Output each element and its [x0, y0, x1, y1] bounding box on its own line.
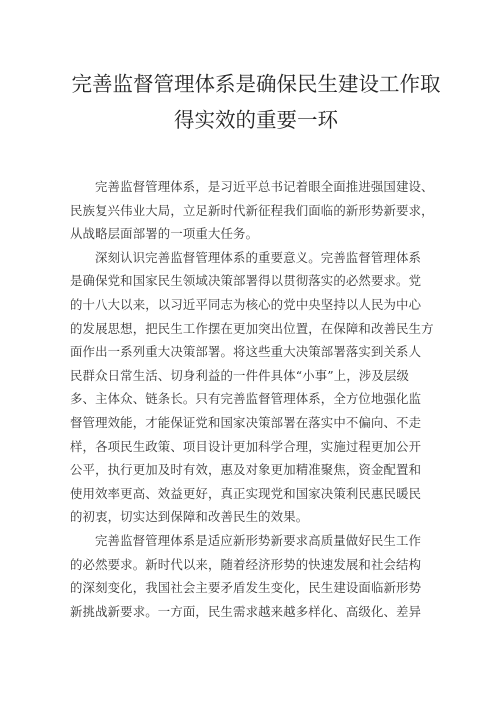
text-line: 是确保党和国家民生领域决策部署得以贯彻落实的必然要求。党 [70, 273, 422, 289]
paragraph-3 [70, 529, 442, 623]
text-line: 的必然要求。新时代以来，随着经济形势的快速发展和社会结构 [70, 556, 422, 572]
text-line: 的初衷，切实达到保障和改善民生的效果。 [70, 509, 309, 525]
text-line: 的十八大以来，以习近平同志为核心的党中央坚持以人民为中心 [70, 296, 422, 312]
text-line: 的深刻变化，我国社会主要矛盾发生变化，民生建设面临新形势 [70, 580, 422, 596]
text-line: 的发展思想，把民生工作摆在更加突出位置，在保障和改善民生方 [70, 320, 434, 336]
text-line: 使用效率更高、效益更好，真正实现党和国家决策利民惠民暖民 [70, 485, 422, 501]
text-line: 完善监督管理体系，是习近平总书记着眼全面推进强国建设、 [95, 179, 434, 194]
title-line: 得实效的重要一环 [174, 108, 338, 132]
title-line: 完善监督管理体系是确保民生建设工作取 [71, 72, 441, 96]
text-line: 样，各项民生政策、项目设计更加科学合理，实施过程更加公开 [70, 438, 422, 454]
text-line: 民族复兴伟业大局，立足新时代新征程我们面临的新形势新要求， [70, 202, 434, 218]
text-line: 民群众日常生活、切身利益的一件件具体“小事”上，涉及层级 [70, 367, 410, 383]
text-line: 多、主体众、链条长。只有完善监督管理体系，全方位地强化监 [70, 391, 422, 407]
paragraph-2 [70, 246, 442, 529]
text-line: 督管理效能，才能保证党和国家决策部署在落实中不偏向、不走 [70, 414, 422, 430]
text-line: 公平，执行更加及时有效，惠及对象更加精准聚焦，资金配置和 [70, 462, 422, 478]
document-body [70, 175, 442, 623]
text-line: 从战略层面部署的一项重大任务。 [70, 226, 259, 242]
text-line: 新挑战新要求。一方面，民生需求越来越多样化、高级化、差异 [70, 603, 422, 619]
text-line: 深刻认识完善监督管理体系的重要意义。完善监督管理体系 [95, 249, 422, 265]
text-line: 面作出一系列重大决策部署。将这些重大决策部署落实到关系人 [70, 344, 422, 360]
text-line: 完善监督管理体系是适应新形势新要求高质量做好民生工作 [95, 532, 422, 548]
document-title [70, 66, 442, 138]
paragraph-1 [70, 175, 442, 246]
